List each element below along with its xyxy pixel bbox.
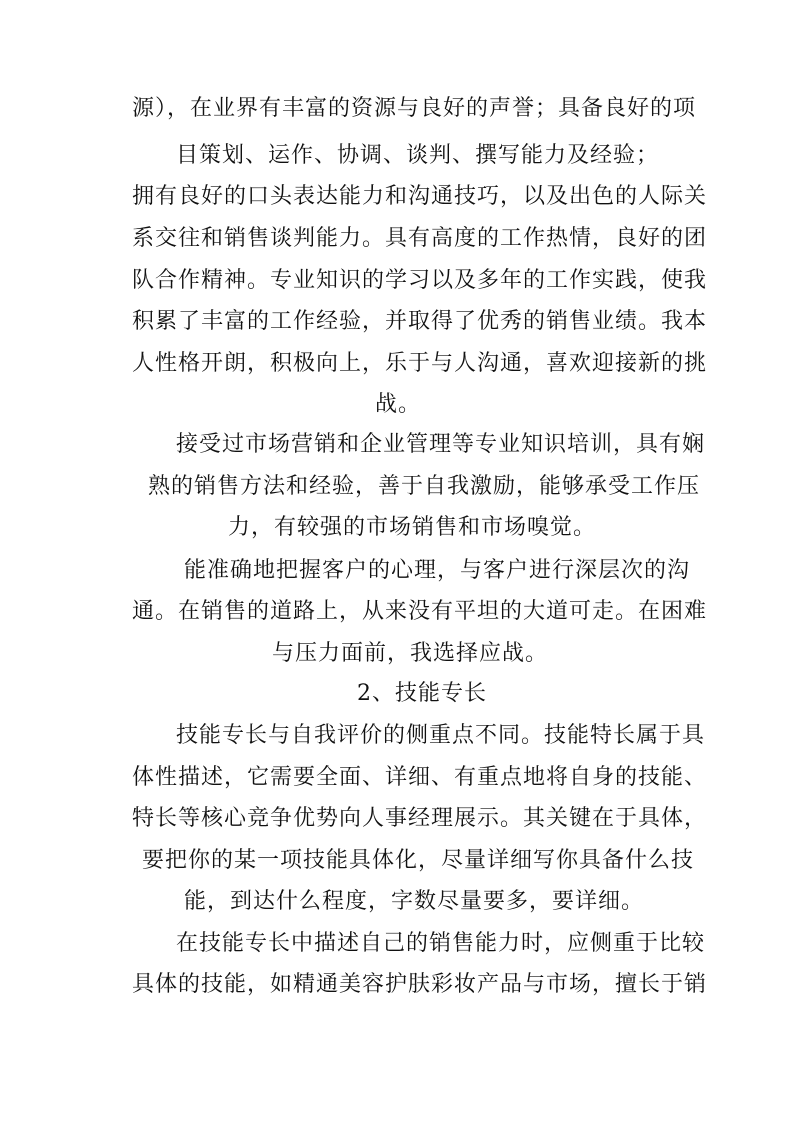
paragraph-line: 与压力面前，我选择应战。 bbox=[272, 641, 549, 666]
paragraph-line: 熟的销售方法和经验，善于自我激励，能够承受工作压 bbox=[148, 474, 701, 499]
paragraph-line: 技能专长与自我评价的侧重点不同。技能特长属于具 bbox=[176, 723, 706, 748]
paragraph-line: 力，有较强的市场销售和市场嗅觉。 bbox=[228, 515, 597, 540]
paragraph-line: 通。在销售的道路上，从来没有平坦的大道可走。在困难 bbox=[132, 599, 708, 624]
paragraph-line: 具体的技能，如精通美容护肤彩妆产品与市场，擅长于销 bbox=[132, 972, 708, 997]
paragraph-line: 体性描述，它需要全面、详细、有重点地将自身的技能、 bbox=[132, 765, 708, 790]
section-heading: 2、技能专长 bbox=[357, 681, 487, 706]
paragraph-line: 特长等核心竞争优势向人事经理展示。其关键在于具体， bbox=[132, 806, 708, 831]
paragraph-line: 战。 bbox=[375, 392, 422, 417]
paragraph-line: 拥有良好的口头表达能力和沟通技巧，以及出色的人际关 bbox=[132, 184, 708, 209]
paragraph-line: 要把你的某一项技能具体化，尽量详细写你具备什么技 bbox=[142, 848, 695, 873]
paragraph-line: 目策划、运作、协调、谈判、撰写能力及经验； bbox=[176, 143, 660, 168]
paragraph-line: 源），在业界有丰富的资源与良好的声誉；具备良好的项 bbox=[132, 96, 697, 121]
paragraph-line: 人性格开朗，积极向上，乐于与人沟通，喜欢迎接新的挑 bbox=[132, 351, 708, 376]
paragraph-line: 能准确地把握客户的心理，与客户进行深层次的沟 bbox=[184, 558, 691, 583]
paragraph-line: 在技能专长中描述自己的销售能力时，应侧重于比较 bbox=[176, 931, 706, 956]
paragraph-line: 系交往和销售谈判能力。具有高度的工作热情，良好的团 bbox=[132, 226, 708, 251]
paragraph-line: 能，到达什么程度，字数尽量要多，要详细。 bbox=[184, 889, 645, 914]
paragraph-line: 积累了丰富的工作经验，并取得了优秀的销售业绩。我本 bbox=[132, 309, 708, 334]
paragraph-line: 队合作精神。专业知识的学习以及多年的工作实践，使我 bbox=[132, 268, 708, 293]
paragraph-line: 接受过市场营销和企业管理等专业知识培训，具有娴 bbox=[176, 432, 706, 457]
